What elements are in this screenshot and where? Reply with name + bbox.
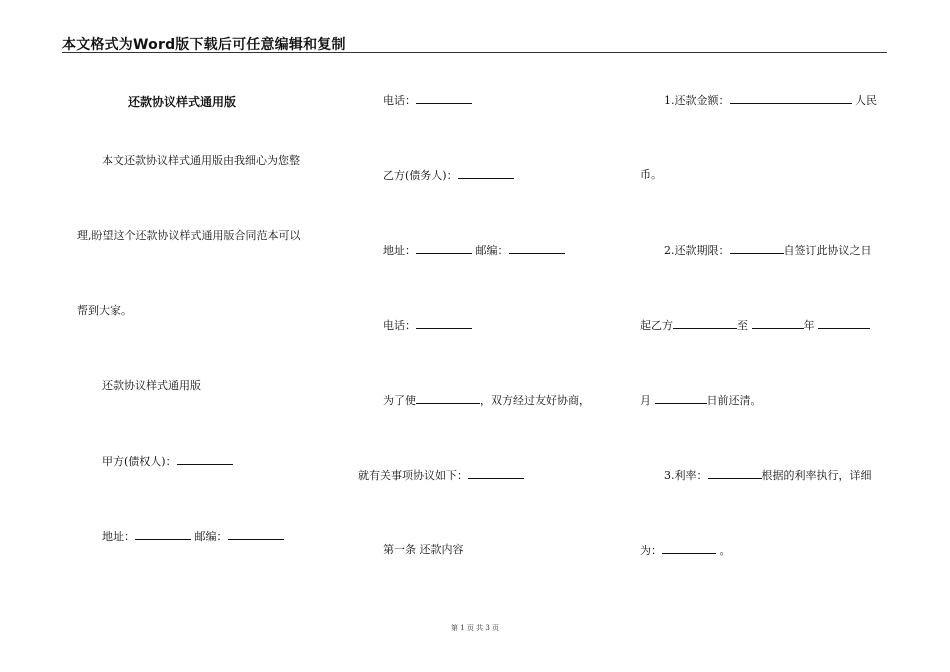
from-label: 起乙方 xyxy=(640,319,673,332)
agreement-label: 就有关事项协议如下： xyxy=(358,469,468,482)
year-blank xyxy=(818,318,870,329)
document-header-title: 本文格式为Word版下载后可任意编辑和复制 xyxy=(62,37,346,53)
postcode-blank xyxy=(228,529,284,540)
address-blank xyxy=(135,529,191,540)
repay-amount-line xyxy=(664,93,877,108)
phone-label: 电话： xyxy=(383,94,416,107)
party-a-label: 甲方(债权人)： xyxy=(102,455,177,468)
day-suffix: 日前还清。 xyxy=(706,394,762,407)
rate-suffix: 根据的利率执行，详细 xyxy=(761,469,872,482)
amount-label: 1.还款金额： xyxy=(664,94,730,107)
party-b-address-line xyxy=(383,243,565,258)
party-a-blank xyxy=(177,454,233,465)
purpose-line xyxy=(383,393,590,408)
party-a-phone-line xyxy=(383,93,472,108)
term-deadline-line xyxy=(640,393,762,408)
term-label: 2.还款期限： xyxy=(664,244,730,257)
address-label: 地址： xyxy=(102,530,135,543)
term-period-line xyxy=(640,318,870,333)
interest-rate-line xyxy=(664,468,872,483)
repay-term-line xyxy=(664,243,872,258)
party-b-label: 乙方(债务人)： xyxy=(383,169,458,182)
article-1-heading: 第一条 还款内容 xyxy=(383,543,464,556)
postcode-label: 邮编： xyxy=(194,530,228,543)
header-divider xyxy=(62,52,887,53)
rate-detail-label: 为： xyxy=(640,544,662,557)
month-label: 月 xyxy=(640,394,651,407)
from-blank xyxy=(673,318,737,329)
purpose-prefix: 为了使 xyxy=(383,394,416,407)
intro-line-1: 本文还款协议样式通用版由我细心为您整 xyxy=(102,154,300,167)
phone-blank xyxy=(416,318,472,329)
rate-detail-line xyxy=(640,543,731,558)
intro-line-3: 帮到大家。 xyxy=(77,304,132,317)
amount-unit: 人民 xyxy=(855,94,877,107)
postcode-blank xyxy=(509,243,565,254)
to-blank xyxy=(752,318,804,329)
day-blank xyxy=(655,393,707,404)
amount-unit-cont: 币。 xyxy=(640,168,662,181)
section-subtitle: 还款协议样式通用版 xyxy=(102,379,201,392)
purpose-blank xyxy=(416,393,480,404)
party-b-line xyxy=(383,168,514,183)
term-blank xyxy=(730,243,784,254)
rate-detail-blank xyxy=(662,543,716,554)
agreement-line xyxy=(358,468,524,483)
document-title: 还款协议样式通用版 xyxy=(128,95,237,109)
party-a-line xyxy=(102,454,233,469)
amount-blank xyxy=(730,93,852,104)
year-label: 年 xyxy=(803,319,815,332)
address-blank xyxy=(416,243,472,254)
postcode-label: 邮编： xyxy=(475,244,509,257)
intro-line-2: 理,盼望这个还款协议样式通用版合同范本可以 xyxy=(77,229,301,242)
to-label: 至 xyxy=(737,319,748,332)
party-b-blank xyxy=(458,168,514,179)
party-b-phone-line xyxy=(383,318,472,333)
page-number: 第 1 页 共 3 页 xyxy=(450,624,500,632)
rate-detail-end: 。 xyxy=(719,544,731,557)
address-label: 地址： xyxy=(383,244,416,257)
agreement-blank xyxy=(468,468,524,479)
phone-blank xyxy=(416,93,472,104)
term-suffix: 自签订此协议之日 xyxy=(783,244,872,257)
rate-blank xyxy=(708,468,762,479)
party-a-address-line xyxy=(102,529,284,544)
purpose-suffix: ，双方经过友好协商， xyxy=(480,394,590,407)
phone-label: 电话： xyxy=(383,319,416,332)
rate-label: 3.利率： xyxy=(664,469,708,482)
